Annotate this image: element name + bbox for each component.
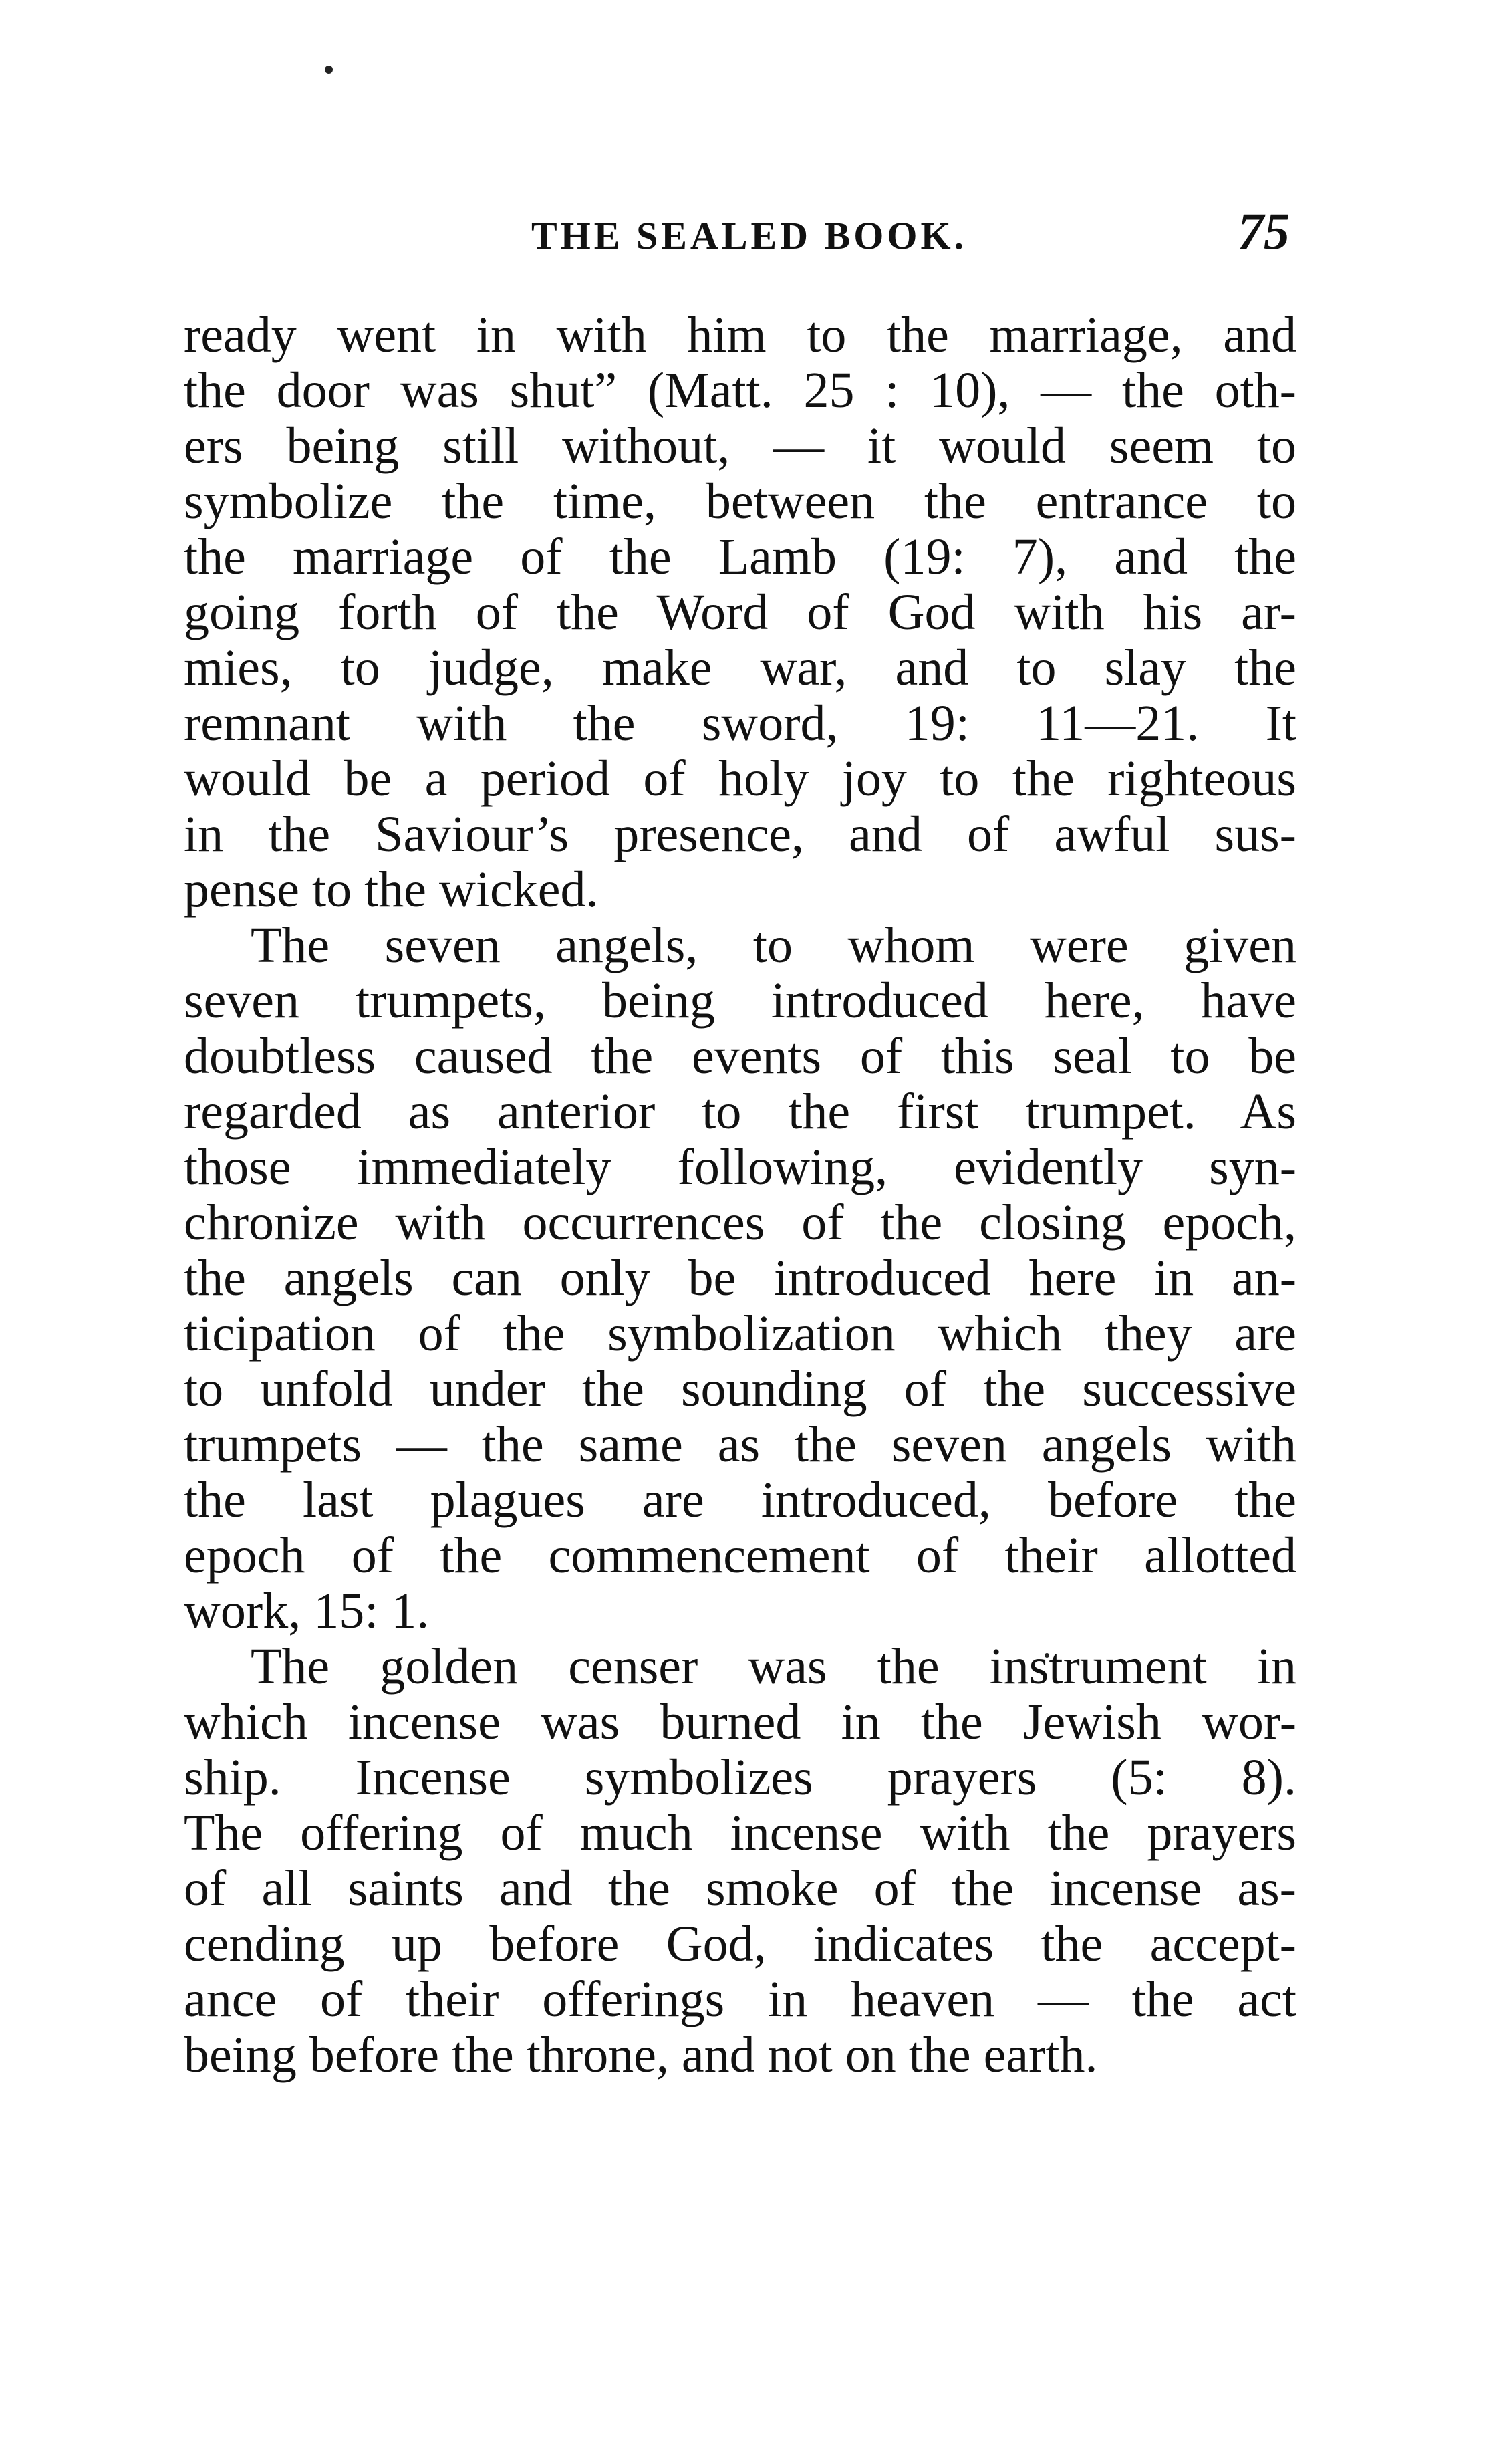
paragraph-3 [184, 1639, 1296, 2083]
text-line: regarded as anterior to the first trumpet. As [184, 1084, 1296, 1140]
text-line: the last plagues are introduced, before the [184, 1472, 1296, 1528]
text-line: ship. Incense symbolizes prayers (5: 8). [184, 1749, 1296, 1806]
text-line: being before the throne, and not on the earth. [184, 2027, 1098, 2083]
text-line: seven trumpets, being introduced here, have [184, 973, 1296, 1029]
ink-speck [325, 66, 333, 74]
text-line: The golden censer was the instrument in [251, 1638, 1296, 1695]
text-line: the door was shut” (Matt. 25 : 10), — the oth- [184, 362, 1296, 418]
text-line: cending up before God, indicates the accept- [184, 1916, 1296, 1972]
text-line: The seven angels, to whom were given [251, 917, 1296, 973]
text-line: mies, to judge, make war, and to slay the [184, 640, 1296, 696]
text-line: ready went in with him to the marriage, and [184, 307, 1296, 363]
paragraph-2 [184, 918, 1296, 1639]
text-line: of all saints and the smoke of the incense as- [184, 1860, 1296, 1917]
text-line: symbolize the time, between the entrance to [184, 473, 1296, 529]
text-line: going forth of the Word of God with his ar- [184, 584, 1296, 640]
text-line: remnant with the sword, 19: 11—21. It [184, 695, 1296, 751]
page-number: 75 [1238, 202, 1290, 260]
text-line: ance of their offerings in heaven — the act [184, 1971, 1296, 2027]
paragraph-1 [184, 307, 1296, 918]
text-line: the angels can only be introduced here in an- [184, 1250, 1296, 1306]
page-header [184, 202, 1296, 261]
text-line: in the Saviour’s presence, and of awful sus- [184, 806, 1296, 862]
running-title: THE SEALED BOOK. [531, 214, 968, 257]
text-line: ers being still without, — it would seem to [184, 418, 1296, 474]
text-line: The offering of much incense with the prayers [184, 1805, 1296, 1861]
body-text [184, 307, 1296, 2083]
text-line: to unfold under the sounding of the successive [184, 1361, 1296, 1417]
text-line: trumpets — the same as the seven angels with [184, 1416, 1296, 1473]
text-line: doubtless caused the events of this seal to be [184, 1028, 1296, 1084]
text-line: work, 15: 1. [184, 1583, 430, 1639]
text-line: ticipation of the symbolization which they are [184, 1306, 1296, 1362]
text-line: those immediately following, evidently syn- [184, 1139, 1296, 1195]
text-line: epoch of the commencement of their allotted [184, 1527, 1296, 1584]
text-line: chronize with occurrences of the closing epoch, [184, 1195, 1296, 1251]
text-line: the marriage of the Lamb (19: 7), and the [184, 529, 1296, 585]
text-line: would be a period of holy joy to the righteous [184, 751, 1296, 807]
text-line: which incense was burned in the Jewish wor- [184, 1694, 1296, 1750]
text-line: pense to the wicked. [184, 862, 599, 918]
